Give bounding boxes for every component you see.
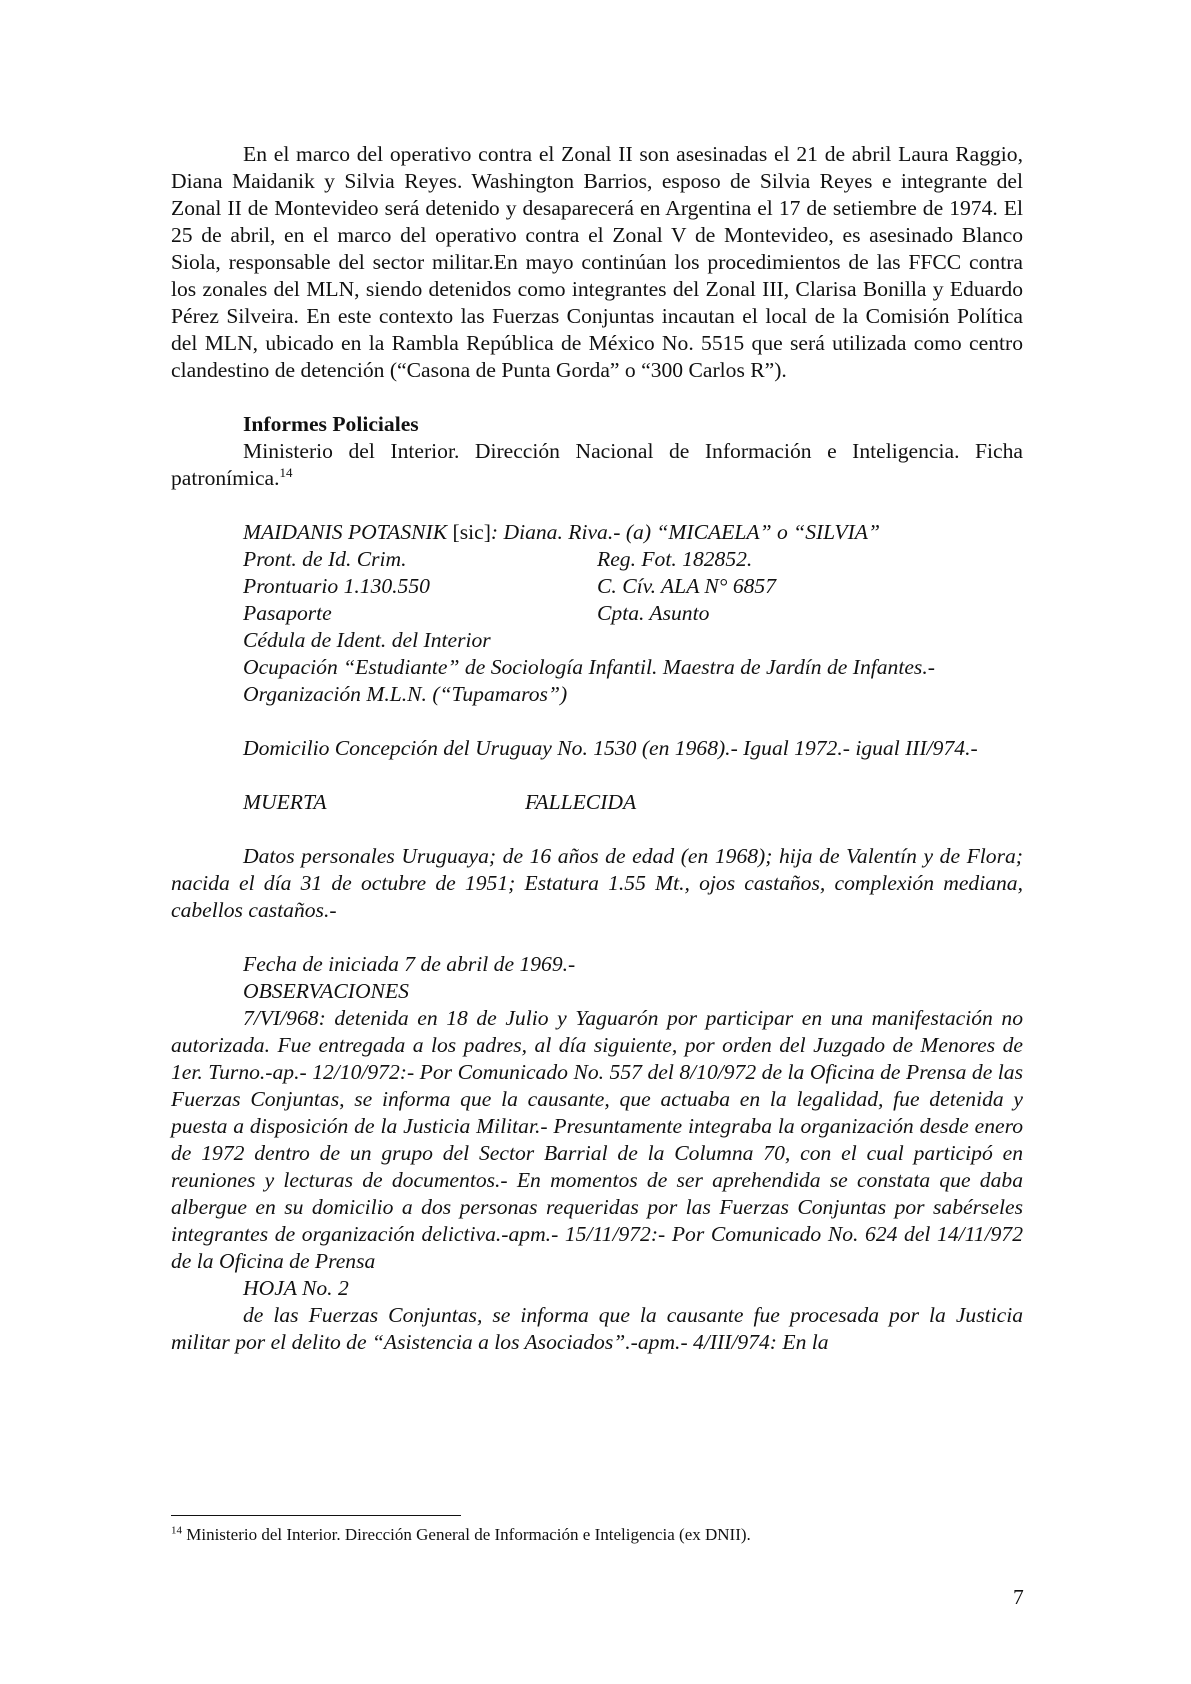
footnote-divider (171, 1515, 461, 1516)
ficha-fecha: Fecha de iniciada 7 de abril de 1969.- (243, 952, 576, 976)
footnote-reference[interactable]: 14 (279, 464, 293, 480)
ficha-row (243, 546, 1023, 573)
ficha-row (243, 573, 1023, 600)
page-number: 7 (1013, 1585, 1024, 1609)
ficha-organizacion: Organización M.L.N. (“Tupamaros”) (243, 682, 568, 706)
ficha-block (171, 519, 1023, 708)
ficha-fallecida: FALLECIDA (525, 790, 637, 814)
footnote-text: Ministerio del Interior. Dirección General de Información e Inteligencia (ex DNII). (182, 1525, 751, 1544)
ficha-sic: [sic] (447, 520, 491, 544)
ficha-muerta: MUERTA (243, 790, 327, 814)
observaciones-continuation: de las Fuerzas Conjuntas, se informa que la causante fue procesada por la Justicia militar por el delito de “Asistencia a los Asociados”.-apm.- 4/III/974: En la (171, 1303, 1023, 1354)
ficha-domicilio: Domicilio Concepción del Uruguay No. 1530 (en 1968).- Igual 1972.- igual III/974.- (243, 736, 978, 760)
ficha-row-left: Prontuario 1.130.550 (243, 574, 430, 598)
ficha-row (243, 600, 1023, 627)
observaciones-text: 7/VI/968: detenida en 18 de Julio y Yaguarón por participar en una manifestación no autorizada. Fue entregada a los padres, al día siguiente, por orden del Juzgado de Menores de 1er. Turno.-ap.- 12/10/972:- Por Comunicado No. 557 del 8/10/972 de la Oficina de Prensa de las Fuerzas Conjuntas, se informa que la causante, que actuaba en la legalidad, fue detenida y puesta a disposición de la Justicia Militar.- Presuntamente integraba la organización desde enero de 1972 dentro de un grupo del Sector Barrial de la Columna 70, con el cual participó en reuniones y lecturas de documentos.- En momentos de ser aprehendida se constata que daba albergue en su domicilio a dos personas requeridas por las Fuerzas Conjuntas por sabérseles integrantes de organización delictiva.-apm.- 15/11/972:- Por Comunicado No. 624 del 14/11/972 de la Oficina de Prensa (171, 1006, 1023, 1273)
ficha-row-right: C. Cív. ALA N° 6857 (597, 574, 777, 598)
ficha-datos-personales: Datos personales Uruguaya; de 16 años de edad (en 1968); hija de Valentín y de Flora; nacida el día 31 de octubre de 1951; Estatura 1.55 Mt., ojos castaños, complexión mediana, cabellos castaños.- (171, 844, 1023, 922)
intro-paragraph: En el marco del operativo contra el Zonal II son asesinadas el 21 de abril Laura Raggio, Diana Maidanik y Silvia Reyes. Washington Barrios, esposo de Silvia Reyes e integrante del Zonal II de Montevideo será detenido y desaparecerá en Argentina el 17 de setiembre de 1974. El 25 de abril, en el marco del operativo contra el Zonal V de Montevideo, es asesinado Blanco Siola, responsable del sector militar.En mayo continúan los procedimientos de las FFCC contra los zonales del MLN, siendo detenidos como integrantes del Zonal III, Clarisa Bonilla y Eduardo Pérez Silveira. En este contexto las Fuerzas Conjuntas incautan el local de la Comisión Política del MLN, ubicado en la Rambla República de México No. 5515 que será utilizada como centro clandestino de detención (“Casona de Punta Gorda” o “300 Carlos R”). (171, 142, 1023, 382)
ficha-surname: MAIDANIS POTASNIK (243, 520, 448, 544)
footnote-number: 14 (171, 1524, 182, 1537)
ficha-row-left: Pasaporte (243, 601, 332, 625)
ficha-row-right: Cpta. Asunto (597, 601, 710, 625)
ficha-cedula: Cédula de Ident. del Interior (243, 628, 491, 652)
text-column (171, 141, 1023, 1356)
section-heading: Informes Policiales (243, 412, 419, 436)
ficha-row-left: Pront. de Id. Crim. (243, 547, 407, 571)
ficha-ocupacion: Ocupación “Estudiante” de Sociología Infantil. Maestra de Jardín de Infantes.- (243, 655, 935, 679)
ficha-status-line (171, 789, 1023, 816)
source-text: Ministerio del Interior. Dirección Nacional de Información e Inteligencia. Ficha patronímica. (171, 439, 1023, 490)
hoja-label: HOJA No. 2 (243, 1276, 349, 1300)
observaciones-label: OBSERVACIONES (243, 979, 409, 1003)
ficha-name-rest: : Diana. Riva.- (a) “MICAELA” o “SILVIA” (490, 520, 880, 544)
footnote (171, 1524, 1023, 1546)
ficha-name-line (243, 519, 1023, 546)
ficha-row-right: Reg. Fot. 182852. (597, 547, 753, 571)
source-paragraph (171, 438, 1023, 492)
